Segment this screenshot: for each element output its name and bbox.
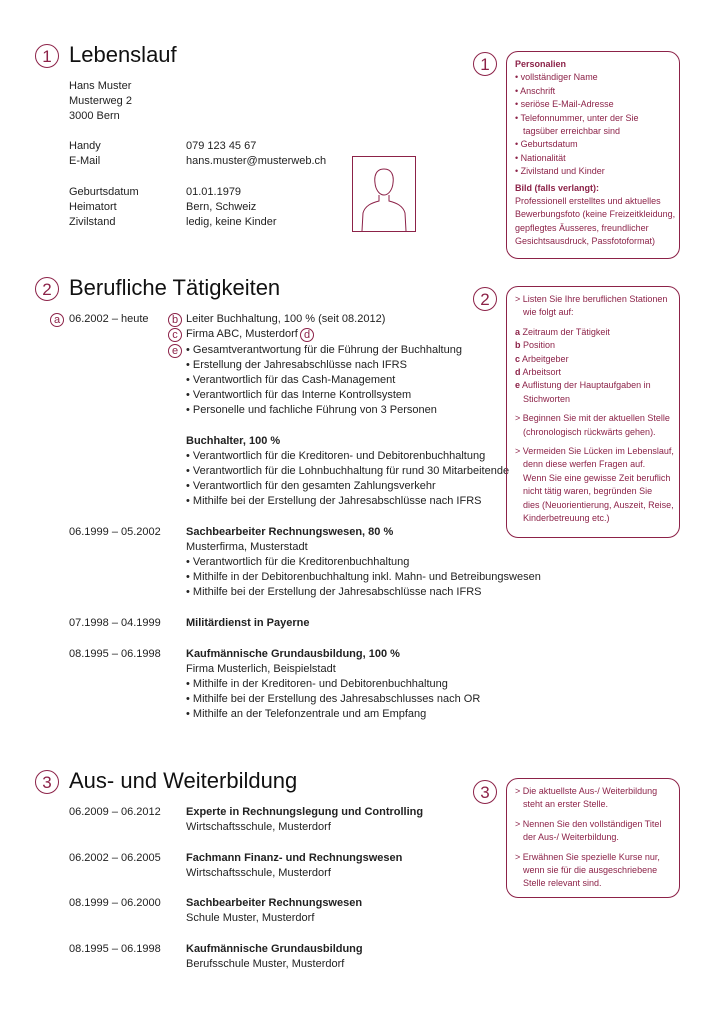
tip-box-personal-details [506, 51, 680, 259]
tip2-legend-item: e Auflistung der Hauptaufgaben in [515, 380, 651, 391]
personal-value-civil-status: ledig, keine Kinder [186, 216, 277, 228]
tip2-p3: > Vermeiden Sie Lücken im Lebenslauf, [515, 446, 674, 457]
tip3-p2: > Nennen Sie den vollständigen Titel [515, 818, 662, 829]
edu-date: 06.2002 – 06.2005 [69, 852, 161, 864]
edu-title: Fachmann Finanz- und Rechnungswesen [186, 852, 403, 864]
tip1-photo-text: Gesichtsausdruck, Passfotoformat) [515, 236, 656, 247]
tip2-p3: Kinderbetreuung etc.) [523, 513, 610, 524]
tip2-legend-item: a Zeitraum der Tätigkeit [515, 326, 610, 337]
personal-value-birthdate: 01.01.1979 [186, 186, 242, 198]
tip-box-education [506, 778, 680, 898]
tip3-p3: Stelle relevant sind. [523, 878, 602, 889]
job1-bullet: • Verantwortlich für das Cash-Management [186, 374, 396, 386]
person-silhouette-icon [353, 157, 415, 231]
edu-title: Experte in Rechnungslegung und Controlling [186, 806, 424, 818]
tip1-item: • seriöse E-Mail-Adresse [515, 99, 614, 110]
job2-bullet: • Mithilfe bei der Erstellung der Jahresabschlüsse nach IFRS [186, 586, 482, 598]
job1-company: Firma ABC, Musterdorf [186, 328, 298, 340]
section-number-1: 1 [35, 44, 59, 68]
job1-date: 06.2002 – heute [69, 313, 149, 325]
tip2-p2: > Beginnen Sie mit der aktuellen Stelle [515, 413, 670, 424]
job4-date: 08.1995 – 06.1998 [69, 648, 161, 660]
applicant-street: Musterweg 2 [69, 95, 132, 107]
edu-title: Kaufmännische Grundausbildung [186, 943, 363, 955]
tip2-legend-item: d Arbeitsort [515, 367, 562, 378]
applicant-city: 3000 Bern [69, 110, 120, 122]
tip2-p3: Wenn Sie eine gewisse Zeit beruflich [523, 472, 671, 483]
tip2-p3: denn diese werfen Fragen auf. [523, 459, 646, 470]
job1-title2: Buchhalter, 100 % [186, 435, 281, 447]
tip1-photo-title: Bild (falls verlangt): [515, 182, 600, 193]
tip1-item: • Telefonnummer, unter der Sie tagsüber erreichbar sind [515, 112, 639, 137]
edu-school: Wirtschaftsschule, Musterdorf [186, 867, 331, 879]
job4-title: Kaufmännische Grundausbildung, 100 % [186, 648, 400, 660]
marker-d: d [300, 328, 314, 342]
tip3-p3: > Erwähnen Sie spezielle Kurse nur, [515, 851, 660, 862]
edu-date: 08.1999 – 06.2000 [69, 897, 161, 909]
job1-bullet: • Verantwortlich für das Interne Kontrollsystem [186, 389, 412, 401]
job3-date: 07.1998 – 04.1999 [69, 617, 161, 629]
tip1-photo-text: Professionell erstelltes und aktuelles [515, 196, 661, 207]
tip3-p1: > Die aktuellste Aus-/ Weiterbildung [515, 786, 658, 796]
personal-label-civil-status: Zivilstand [69, 216, 116, 228]
tip2-p3: dies (Neuorientierung, Auszeit, Reise, [523, 499, 674, 510]
contact-label-email: E-Mail [69, 155, 101, 167]
marker-b: b [168, 313, 182, 327]
tip1-item: • Anschrift [515, 85, 556, 96]
contact-value-phone: 079 123 45 67 [186, 140, 257, 152]
marker-a: a [50, 313, 64, 327]
job2-bullet: • Verantwortlich für die Kreditorenbuchhaltung [186, 556, 410, 568]
job4-bullet: • Mithilfe in der Kreditoren- und Debitorenbuchhaltung [186, 678, 448, 690]
tip1-item: • vollständiger Name [515, 72, 598, 83]
job1-bullet: • Personelle und fachliche Führung von 3 Personen [186, 404, 437, 416]
job2-title: Sachbearbeiter Rechnungswesen, 80 % [186, 526, 394, 538]
job1-bullet2: • Verantwortlich für die Lohnbuchhaltung für rund 30 Mitarbeitende [186, 465, 510, 477]
contact-value-email: hans.muster@musterweb.ch [186, 155, 327, 167]
tip1-photo-text: Bewerbungsfoto (keine Freizeitkleidung, [515, 209, 676, 220]
photo-placeholder [352, 156, 416, 232]
section-title-education: Aus- und Weiterbildung [69, 768, 298, 793]
tip-box-work-experience [506, 286, 680, 538]
tip2-legend-item: c Arbeitgeber [515, 353, 569, 364]
job2-company: Musterfirma, Musterstadt [186, 541, 308, 553]
job4-bullet: • Mithilfe an der Telefonzentrale und am Empfang [186, 708, 427, 720]
tip2-intro: wie folgt auf: [523, 307, 574, 318]
job2-date: 06.1999 – 05.2002 [69, 526, 161, 538]
tip1-item: • Zivilstand und Kinder [515, 166, 605, 177]
edu-school: Wirtschaftsschule, Musterdorf [186, 821, 331, 833]
job1-bullet2: • Verantwortlich für die Kreditoren- und Debitorenbuchhaltung [186, 450, 486, 462]
section-number-3: 3 [35, 770, 59, 794]
tip-number-1: 1 [473, 52, 497, 76]
edu-school: Schule Muster, Musterdorf [186, 912, 315, 924]
tip1-photo-text: gepflegtes Äusseres, freundlicher [515, 222, 649, 233]
tip3-p3: wenn sie für die ausgeschriebene [523, 865, 658, 876]
section-title-work: Berufliche Tätigkeiten [69, 275, 281, 300]
job2-bullet: • Mithilfe in der Debitorenbuchhaltung inkl. Mahn- und Betreibungswesen [186, 571, 541, 583]
contact-label-phone: Handy [69, 140, 101, 152]
edu-title: Sachbearbeiter Rechnungswesen [186, 897, 363, 909]
section-number-2: 2 [35, 277, 59, 301]
tip-number-3: 3 [473, 780, 497, 804]
tip3-p1: steht an erster Stelle. [523, 799, 609, 810]
tip-number-2: 2 [473, 287, 497, 311]
personal-label-birthdate: Geburtsdatum [69, 186, 139, 198]
personal-label-hometown: Heimatort [69, 201, 117, 213]
job4-bullet: • Mithilfe bei der Erstellung des Jahresabschlusses nach OR [186, 693, 481, 705]
job1-title: Leiter Buchhaltung, 100 % (seit 08.2012) [186, 313, 386, 325]
tip2-p3: nicht tätig waren, begründen Sie [523, 486, 653, 497]
job4-company: Firma Musterlich, Beispielstadt [186, 663, 336, 675]
tip1-title: Personalien [515, 59, 567, 69]
job1-bullet: • Erstellung der Jahresabschlüsse nach IFRS [186, 359, 407, 371]
job1-bullet2: • Mithilfe bei der Erstellung der Jahresabschlüsse nach IFRS [186, 495, 482, 507]
edu-date: 08.1995 – 06.1998 [69, 943, 161, 955]
tip2-p2: (chronologisch rückwärts gehen). [523, 426, 656, 437]
tip2-legend-item: b Position [515, 340, 556, 351]
personal-value-hometown: Bern, Schweiz [186, 201, 257, 213]
marker-e: e [168, 344, 182, 358]
page-title: Lebenslauf [69, 42, 177, 67]
edu-date: 06.2009 – 06.2012 [69, 806, 161, 818]
tip2-legend-cont: Stichworten [523, 393, 571, 404]
tip2-intro: > Listen Sie Ihre beruflichen Stationen [515, 294, 668, 304]
marker-c: c [168, 328, 182, 342]
tip3-p2: der Aus-/ Weiterbildung. [523, 832, 619, 843]
job1-bullet: • Gesamtverantwortung für die Führung der Buchhaltung [186, 344, 462, 356]
edu-school: Berufsschule Muster, Musterdorf [186, 958, 345, 970]
tip1-item: • Nationalität [515, 152, 566, 163]
applicant-name: Hans Muster [69, 80, 132, 92]
job3-title: Militärdienst in Payerne [186, 617, 310, 629]
job1-bullet2: • Verantwortlich für den gesamten Zahlungsverkehr [186, 480, 436, 492]
tip1-item: • Geburtsdatum [515, 139, 578, 150]
